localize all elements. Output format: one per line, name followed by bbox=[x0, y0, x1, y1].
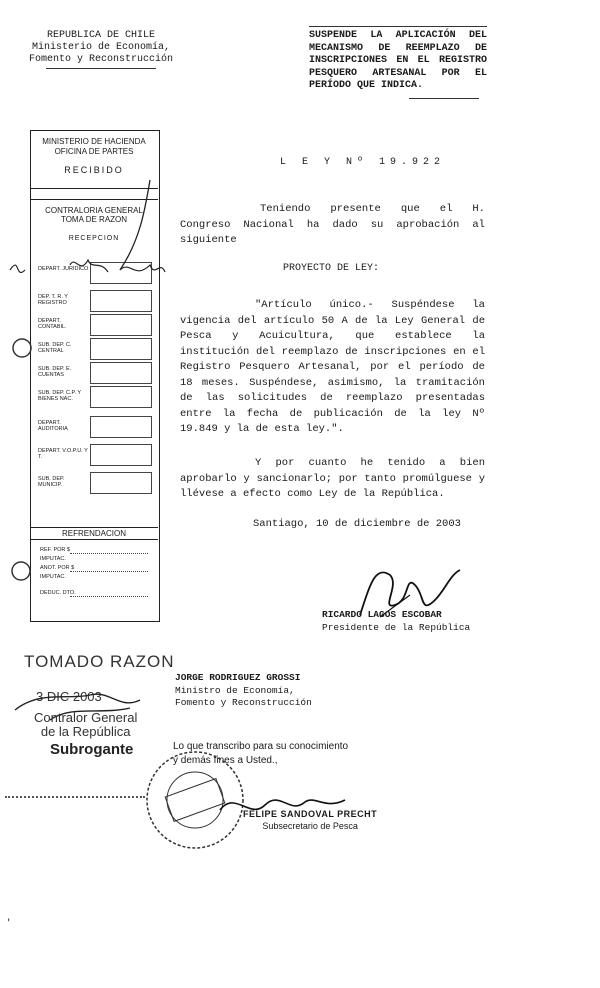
stamp-row-box bbox=[90, 362, 152, 384]
minister-signature-block bbox=[175, 672, 312, 710]
issuer-header bbox=[26, 30, 176, 69]
contraloria-title: CONTRALORIA GENERAL bbox=[45, 206, 143, 215]
stamp-row-box bbox=[90, 386, 152, 408]
article-paragraph: "Artículo único.- Suspéndese la vigencia del artículo 50 A de la Ley General de Pesca y Acuicultura, que establece la institución del reemplazo de inscripciones en el Registro Pesquero Artesanal, por el período de 18 meses. Suspéndese, asimismo, la tramitación de las solicitudes de reemplazo presentadas entre la fecha de publicación de la ley Nº 19.849 y la de esta ley.". bbox=[180, 299, 485, 435]
law-summary bbox=[309, 30, 487, 99]
refrendacion-title: REFRENDACION bbox=[30, 527, 158, 540]
issuer-line-1: REPUBLICA DE CHILE bbox=[46, 30, 156, 41]
undersecretary-name: FELIPE SANDOVAL PRECHT bbox=[243, 809, 378, 819]
stamp-row-box bbox=[90, 338, 152, 360]
transcription-line-2: y demás fines a Usted., bbox=[173, 755, 278, 766]
stamp-row-label: DEPART. JURIDICO bbox=[38, 266, 89, 272]
stamp-row-box bbox=[90, 472, 152, 494]
stamp-row-label: DEPART. CONTABIL. bbox=[38, 318, 67, 330]
stamp-row-box bbox=[90, 290, 152, 312]
issuer-line-3: Fomento y Reconstrucción bbox=[28, 54, 174, 65]
intro-paragraph: Teniendo presente que el H. Congreso Nacional ha dado su aprobación al siguiente bbox=[180, 203, 485, 246]
refrendacion-label: ANOT. POR $ bbox=[40, 565, 75, 571]
contralor-line-2: de la República bbox=[40, 724, 131, 739]
subrogante-label: Subrogante bbox=[50, 741, 134, 758]
refrendacion-line bbox=[70, 571, 148, 572]
date-line: Santiago, 10 de diciembre de 2003 bbox=[253, 518, 461, 530]
summary-rule-bottom bbox=[409, 98, 479, 99]
stamp-row-box bbox=[90, 444, 152, 466]
refrendacion-label: IMPUTAC. bbox=[40, 556, 66, 562]
law-number: L E Y Nº 19.922 bbox=[280, 157, 446, 168]
project-heading: PROYECTO DE LEY: bbox=[283, 263, 380, 274]
received-org: MINISTERIO DE HACIENDA bbox=[42, 137, 146, 146]
refrendacion-line bbox=[70, 596, 148, 597]
undersecretary-block bbox=[243, 808, 377, 832]
stamp-row-label: SUB. DEP. E. CUENTAS bbox=[38, 366, 72, 378]
contraloria-subtitle: TOMA DE RAZON bbox=[60, 215, 128, 224]
refrendacion-label: REF. POR $ bbox=[40, 547, 70, 553]
issuer-line-2: Ministerio de Economía, bbox=[31, 42, 171, 53]
summary-text: SUSPENDE LA APLICACIÓN DEL MECANISMO DE REEMPLAZO DE INSCRIPCIONES EN EL REGISTRO PESQUERO ARTESANAL POR EL PERÍODO QUE INDICA. bbox=[309, 30, 487, 91]
minister-name: JORGE RODRIGUEZ GROSSI bbox=[175, 672, 301, 683]
stamp-row-label: DEPART. V.O.P.U. Y T. bbox=[38, 448, 88, 460]
president-signature-block bbox=[322, 608, 470, 634]
binder-holes bbox=[0, 0, 40, 600]
minister-title-2: Fomento y Reconstrucción bbox=[175, 697, 312, 708]
page-edge-mark: ' bbox=[6, 918, 12, 928]
stamp-row-label: SUB. DEP. C. CENTRAL bbox=[38, 342, 72, 354]
transcription-line-1: Lo que transcribo para su conocimiento bbox=[173, 741, 349, 752]
undersecretary-title: Subsecretario de Pesca bbox=[262, 821, 358, 831]
refrendacion-label: DEDUC. DTO. bbox=[40, 590, 76, 596]
dotted-divider bbox=[5, 796, 145, 798]
stamp-row-label: DEP. T. R. Y REGISTRO bbox=[38, 294, 68, 306]
contralor-line-1: Contralor General bbox=[34, 710, 138, 725]
contralor-title bbox=[34, 711, 137, 739]
received-label: RECIBIDO bbox=[64, 165, 124, 175]
stamp-row-box bbox=[90, 314, 152, 336]
issuer-rule bbox=[46, 68, 156, 69]
refrendacion-line bbox=[70, 553, 148, 554]
stamp-row-box bbox=[90, 416, 152, 438]
minister-title-1: Ministro de Economía, bbox=[175, 684, 295, 696]
closing-paragraph: Y por cuanto he tenido a bien aprobarlo y sancionarlo; por tanto promúlguese y llévese a efecto como Ley de la República. bbox=[180, 457, 485, 500]
stamp-row-label: SUB. DEP. C.P. Y BIENES NAC. bbox=[38, 390, 82, 402]
stamp-row-label: DEPART. AUDITORIA bbox=[38, 420, 68, 432]
stamp-row-label: SUB. DEP. MUNICIP. bbox=[38, 476, 65, 488]
refrendacion-label: IMPUTAC. bbox=[40, 574, 66, 580]
president-title: Presidente de la República bbox=[322, 622, 471, 633]
stamp-date: 3 DIC 2003 bbox=[36, 689, 102, 704]
president-name: RICARDO LAGOS ESCOBAR bbox=[322, 609, 442, 620]
stamp-initials-scribble bbox=[0, 160, 180, 280]
tomado-razon-stamp: TOMADO RAZON bbox=[24, 652, 175, 671]
received-office: OFICINA DE PARTES bbox=[54, 147, 134, 156]
contraloria-status: RECEPCION bbox=[68, 235, 120, 242]
summary-rule-top bbox=[309, 26, 487, 27]
